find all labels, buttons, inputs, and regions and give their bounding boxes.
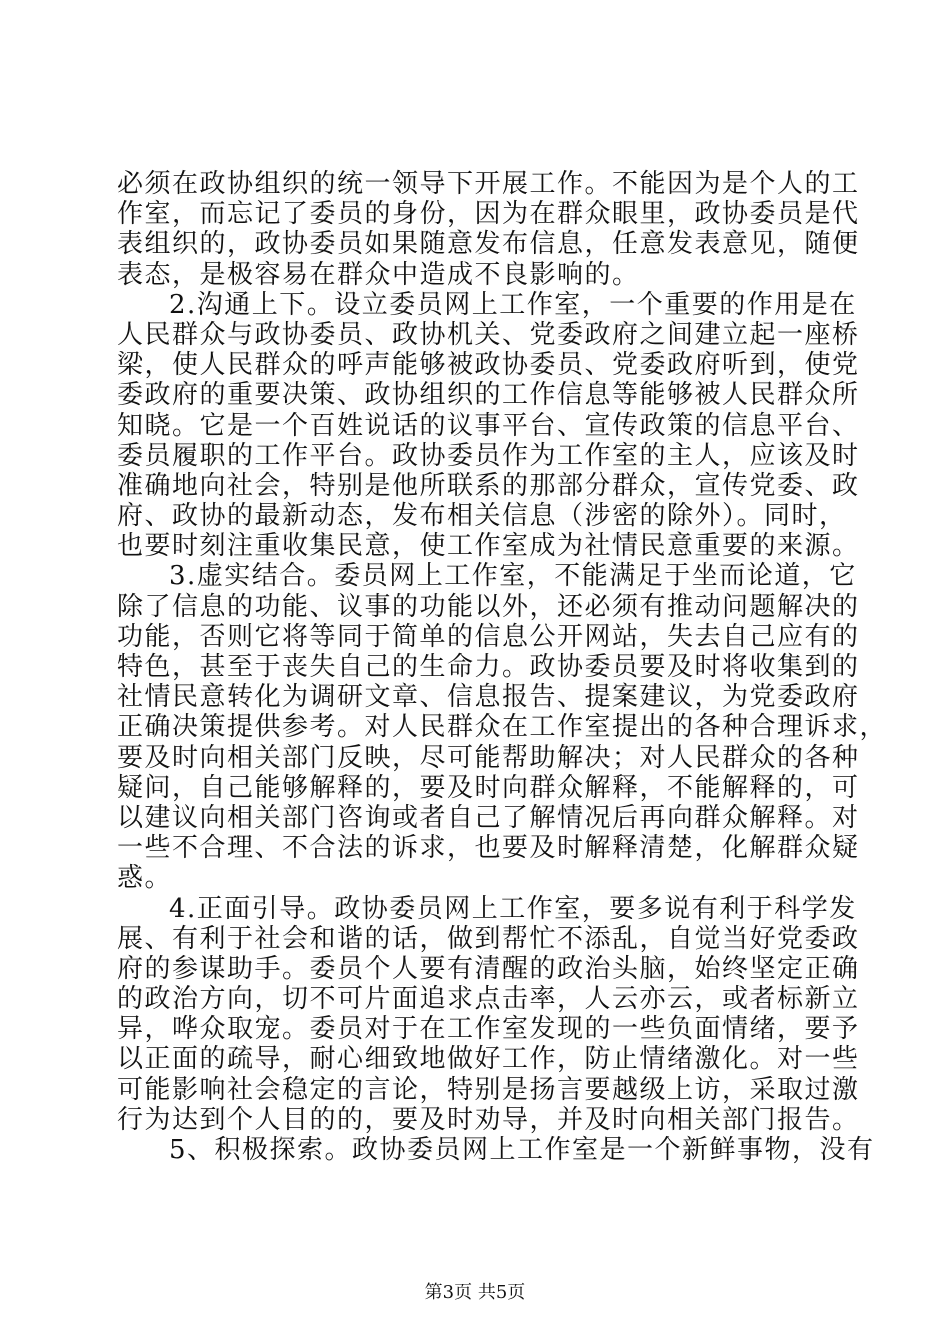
text-line: 3.虚实结合。委员网上工作室，不能满足于坐而论道，它: [169, 561, 857, 592]
text-line: 知晓。它是一个百姓说话的议事平台、宣传政策的信息平台、: [117, 410, 860, 441]
text-line: 必须在政协组织的统一领导下开展工作。不能因为是个人的工: [117, 169, 860, 199]
text-line: 惑。: [117, 863, 173, 894]
document-body: [117, 169, 888, 1165]
text-line: 人民群众与政协委员、政协机关、党委政府之间建立起一座桥: [117, 319, 860, 350]
text-line: 5、积极探索。政协委员网上工作室是一个新鲜事物，没有: [169, 1135, 875, 1165]
text-line: 社情民意转化为调研文章、信息报告、提案建议，为党委政府: [117, 682, 860, 713]
paragraph: [117, 1135, 875, 1165]
text-line: 府的参谋助手。委员个人要有清醒的政治头脑，始终坚定正确: [117, 953, 860, 984]
text-line: 特色，甚至于丧失自己的生命力。政协委员要及时将收集到的: [117, 652, 860, 682]
paragraph: [117, 169, 860, 290]
text-line: 异，哗众取宠。委员对于在工作室发现的一些负面情绪，要予: [117, 1014, 860, 1045]
text-line: 准确地向社会，特别是他所联系的那部分群众，宣传党委、政: [117, 470, 860, 501]
text-line: 表组织的，政协委员如果随意发布信息，任意发表意见，随便: [117, 229, 860, 260]
text-line: 4.正面引导。政协委员网上工作室，要多说有利于科学发: [169, 893, 857, 924]
text-line: 作室，而忘记了委员的身份，因为在群众眼里，政协委员是代: [117, 199, 860, 230]
text-line: 府、政协的最新动态，发布相关信息（涉密的除外）。同时，: [117, 501, 847, 532]
text-line: 也要时刻注重收集民意，使工作室成为社情民意重要的来源。: [117, 531, 860, 562]
text-line: 的政治方向，切不可片面追求点击率，人云亦云，或者标新立: [117, 984, 860, 1015]
text-line: 以正面的疏导，耐心细致地做好工作，防止情绪激化。对一些: [117, 1044, 860, 1075]
text-line: 功能，否则它将等同于简单的信息公开网站，失去自己应有的: [117, 621, 860, 652]
text-line: 除了信息的功能、议事的功能以外，还必须有推动问题解决的: [117, 591, 860, 622]
text-line: 委员履职的工作平台。政协委员作为工作室的主人，应该及时: [117, 440, 860, 471]
text-line: 一些不合理、不合法的诉求，也要及时解释清楚，化解群众疑: [117, 833, 860, 864]
text-line: 可能影响社会稳定的言论，特别是扬言要越级上访，采取过激: [117, 1074, 860, 1105]
paragraph: [117, 561, 888, 894]
text-line: 梁，使人民群众的呼声能够被政协委员、党委政府听到，使党: [117, 350, 860, 381]
paragraph: [117, 289, 860, 562]
text-line: 行为达到个人目的的，要及时劝导，并及时向相关部门报告。: [117, 1104, 860, 1135]
text-line: 疑问，自己能够解释的，要及时向群众解释，不能解释的，可: [117, 772, 860, 803]
page-number-footer: 第3页 共5页: [424, 1282, 526, 1303]
text-line: 表态，是极容易在群众中造成不良影响的。: [117, 259, 640, 290]
paragraph: [117, 893, 860, 1136]
text-line: 展、有利于社会和谐的话，做到帮忙不添乱，自觉当好党委政: [117, 923, 860, 954]
text-line: 以建议向相关部门咨询或者自己了解情况后再向群众解释。对: [117, 802, 860, 833]
text-line: 要及时向相关部门反映，尽可能帮助解决；对人民群众的各种: [117, 742, 860, 773]
text-line: 委政府的重要决策、政协组织的工作信息等能够被人民群众所: [117, 380, 860, 411]
text-line: 2.沟通上下。设立委员网上工作室，一个重要的作用是在: [169, 289, 857, 320]
text-line: 正确决策提供参考。对人民群众在工作室提出的各种合理诉求，: [117, 712, 888, 743]
